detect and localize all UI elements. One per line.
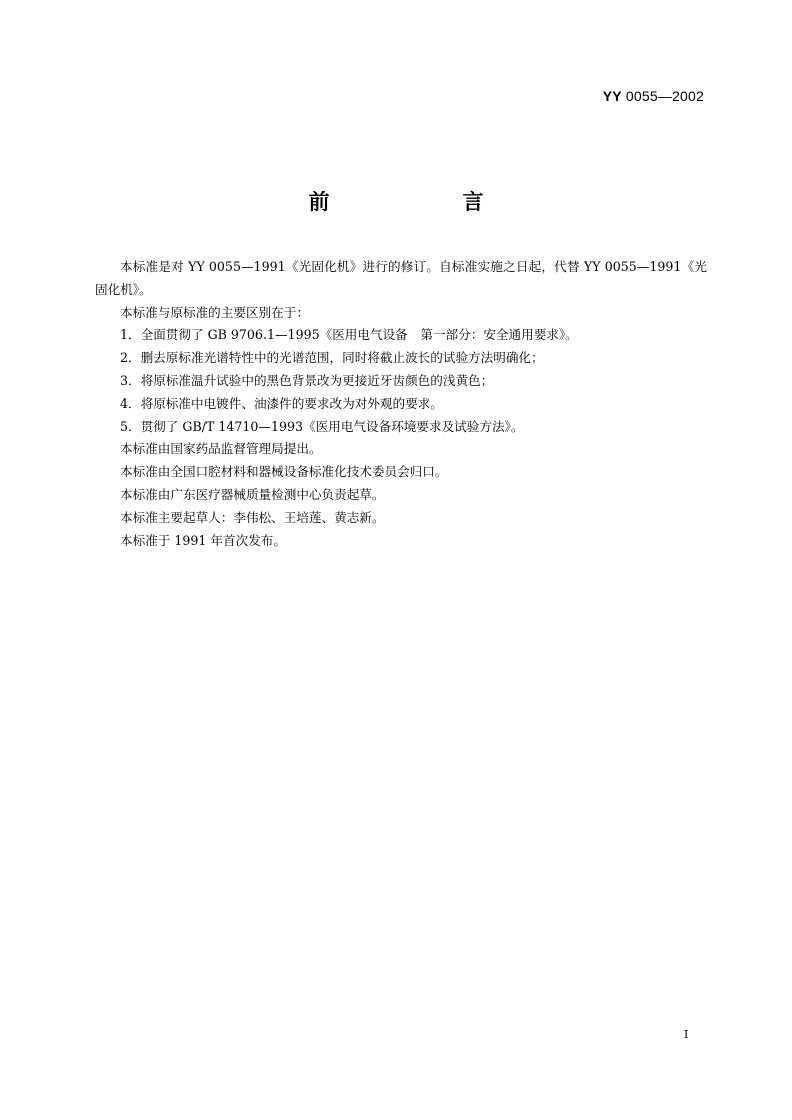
paragraph-drafters: 本标准主要起草人：李伟松、王培莲、黄志新。 xyxy=(120,509,385,525)
paragraph-differences-heading: 本标准与原标准的主要区别在于： xyxy=(120,304,309,320)
paragraph-proposer: 本标准由国家药品监督管理局提出。 xyxy=(120,441,322,457)
standard-code-prefix: YY xyxy=(602,88,622,104)
page-number: I xyxy=(684,1028,689,1041)
list-item: 2．删去原标准光谱特性中的光谱范围，同时将截止波长的试验方法明确化； xyxy=(120,350,544,366)
foreword-body xyxy=(95,256,707,552)
list-item: 5．贯彻了 GB/T 14710—1993《医用电气设备环境要求及试验方法》。 xyxy=(120,418,524,434)
page-title: 前 言 xyxy=(308,190,540,214)
list-item: 4．将原标准中电镀件、油漆件的要求改为对外观的要求。 xyxy=(120,395,443,411)
paragraph-committee: 本标准由全国口腔材料和器械设备标准化技术委员会归口。 xyxy=(120,464,448,480)
list-item: 3．将原标准温升试验中的黑色背景改为更接近牙齿颜色的浅黄色； xyxy=(120,372,494,388)
paragraph-drafting-org: 本标准由广东医疗器械质量检测中心负责起草。 xyxy=(120,486,385,502)
paragraph-first-issue: 本标准于 1991 年首次发布。 xyxy=(120,532,286,548)
paragraph-intro: 本标准是对 YY 0055—1991《光固化机》进行的修订。自标准实施之日起，代替 YY 0055—1991《光固化机》。 xyxy=(95,259,707,297)
standard-code xyxy=(603,88,704,104)
list-item: 1．全面贯彻了 GB 9706.1—1995《医用电气设备 第一部分：安全通用要求》。 xyxy=(120,327,578,343)
standard-code-number: 0055—2002 xyxy=(625,88,704,104)
